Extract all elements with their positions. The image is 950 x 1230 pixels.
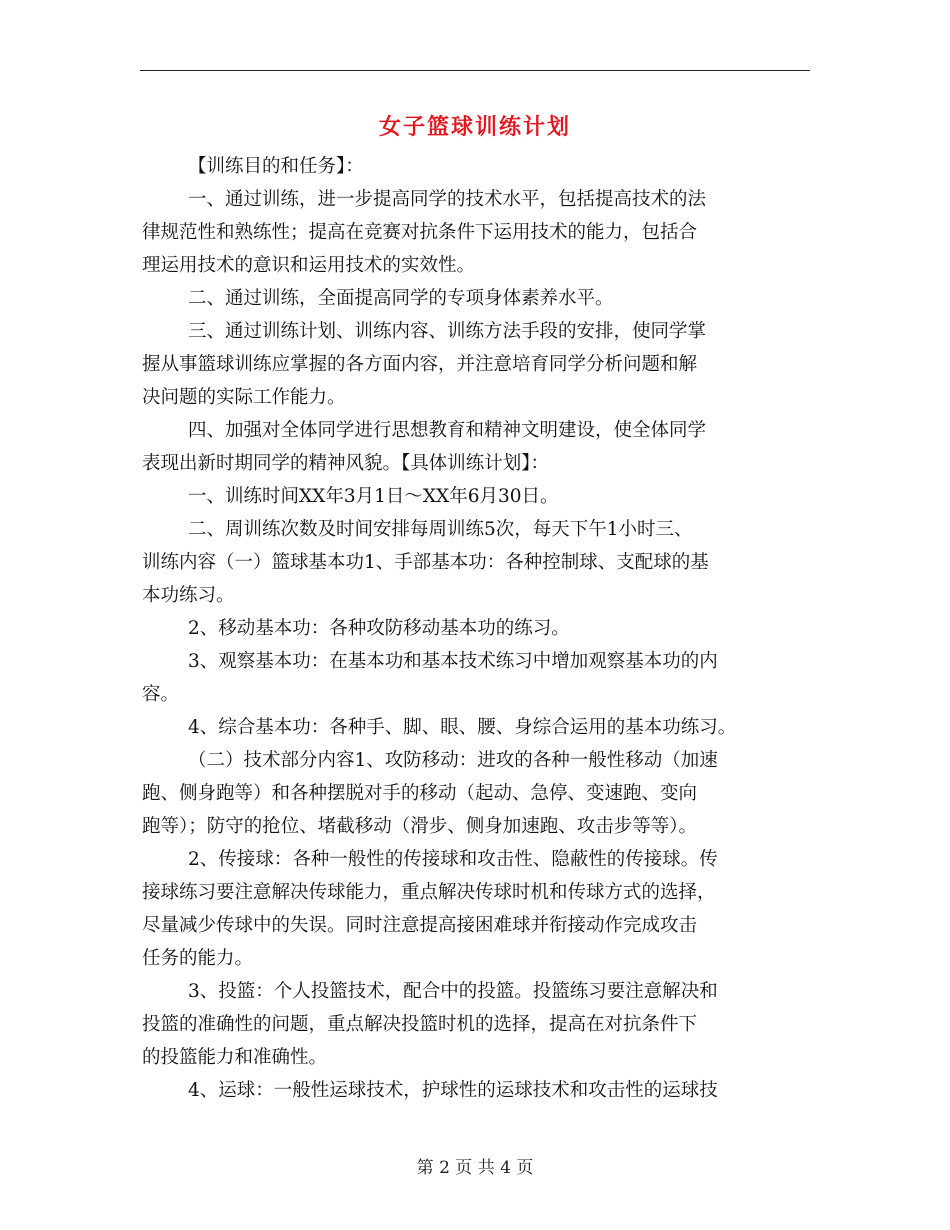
text-line: 3、投篮：个人投篮技术，配合中的投篮。投篮练习要注意解决和 — [188, 981, 718, 1002]
text-line: 容。 — [142, 684, 180, 705]
text-line: 【训练目的和任务】： — [188, 156, 364, 177]
page-footer: 第 2 页 共 4 页 — [416, 1158, 534, 1178]
text-line: 4、综合基本功：各种手、脚、眼、腰、身综合运用的基本功练习。 — [188, 717, 737, 738]
text-line: 接球练习要注意解决传球能力，重点解决传球时机和传球方式的选择， — [142, 882, 716, 903]
text-line: 2、移动基本功：各种攻防移动基本功的练习。 — [188, 618, 570, 639]
text-line: 跑、侧身跑等）和各种摆脱对手的移动（起动、急停、变速跑、变向 — [142, 783, 698, 804]
text-line: 表现出新时期同学的精神风貌。【具体训练计划】： — [142, 453, 550, 474]
document-title: 女子篮球训练计划 — [378, 114, 571, 140]
text-line: 一、训练时间XX年3月1日～XX年6月30日。 — [188, 486, 559, 507]
header-rule — [140, 70, 810, 71]
text-line: 二、周训练次数及时间安排每周训练5次，每天下午1小时三、 — [188, 519, 693, 540]
text-line: 4、运球：一般性运球技术，护球性的运球技术和攻击性的运球技 — [188, 1080, 718, 1101]
text-line: 一、通过训练，进一步提高同学的技术水平，包括提高技术的法 — [188, 189, 707, 210]
text-line: 2、传接球：各种一般性的传接球和攻击性、隐蔽性的传接球。传 — [188, 849, 718, 870]
text-line: 3、观察基本功：在基本功和基本技术练习中增加观察基本功的内 — [188, 651, 718, 672]
document-body — [142, 150, 810, 1107]
text-line: （二）技术部分内容1、攻防移动：进攻的各种一般性移动（加速 — [188, 750, 718, 771]
text-line: 的投篮能力和准确性。 — [142, 1047, 328, 1068]
text-line: 三、通过训练计划、训练内容、训练方法手段的安排，使同学掌 — [188, 321, 707, 342]
text-line: 尽量减少传球中的失误。同时注意提高接困难球并衔接动作完成攻击 — [142, 915, 698, 936]
text-line: 握从事篮球训练应掌握的各方面内容，并注意培育同学分析问题和解 — [142, 354, 698, 375]
text-line: 四、加强对全体同学进行思想教育和精神文明建设，使全体同学 — [188, 420, 707, 441]
text-line: 律规范性和熟练性；提高在竞赛对抗条件下运用技术的能力，包括合 — [142, 222, 698, 243]
text-line: 任务的能力。 — [142, 948, 254, 969]
text-line: 决问题的实际工作能力。 — [142, 387, 346, 408]
text-line: 训练内容（一）篮球基本功1、手部基本功：各种控制球、支配球的基 — [142, 552, 709, 573]
text-line: 二、通过训练，全面提高同学的专项身体素养水平。 — [188, 288, 614, 309]
text-line: 理运用技术的意识和运用技术的实效性。 — [142, 255, 476, 276]
text-line: 跑等）；防守的抢位、堵截移动（滑步、侧身加速跑、攻击步等等）。 — [142, 816, 698, 837]
text-line: 投篮的准确性的问题，重点解决投篮时机的选择，提高在对抗条件下 — [142, 1014, 698, 1035]
text-line: 本功练习。 — [142, 585, 235, 606]
